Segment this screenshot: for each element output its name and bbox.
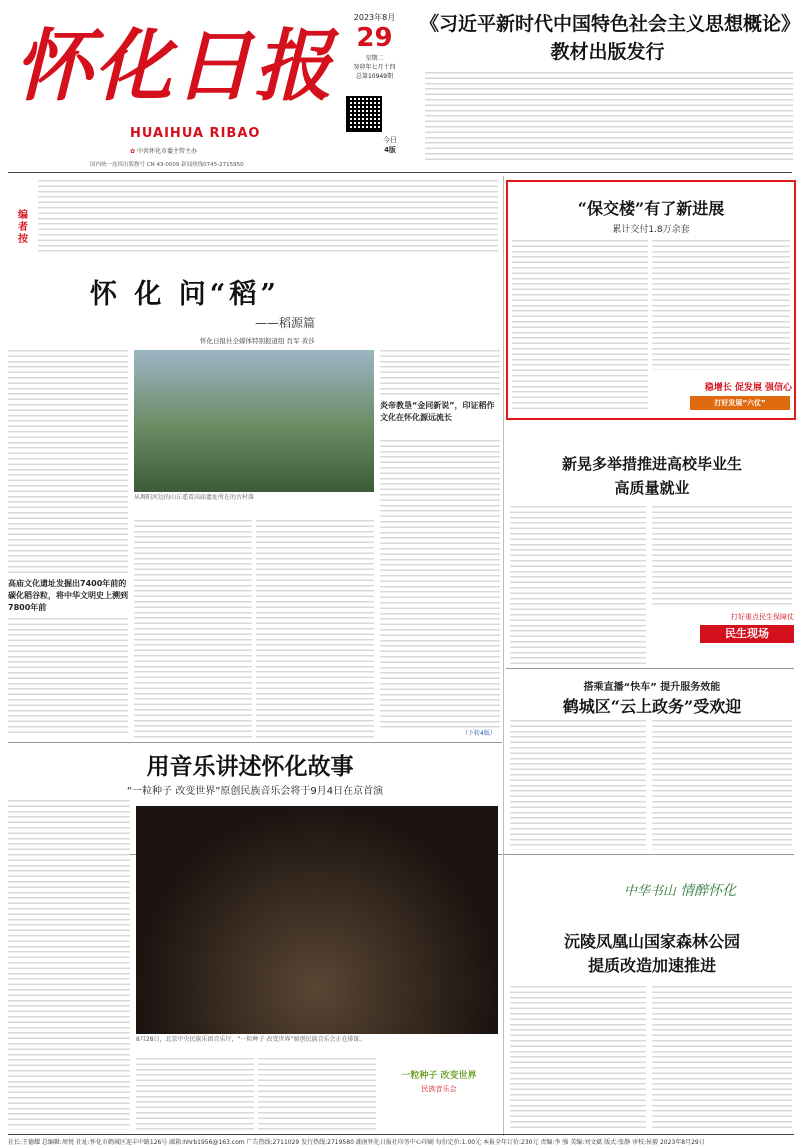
masthead-divider	[8, 172, 792, 173]
date-year-month: 2023年8月	[353, 13, 396, 22]
forest-col2	[652, 986, 792, 1130]
issue-number: 总第10949期	[355, 73, 394, 80]
footer-divider	[8, 1134, 794, 1135]
feature-col4	[380, 440, 500, 728]
minsheng-badge	[650, 612, 794, 658]
qr-code[interactable]	[346, 96, 382, 132]
badge-top: 打好重点民生保障仗	[731, 613, 794, 621]
today-pages: 今日 4版	[383, 136, 397, 154]
forest-banner: 中华书山 情醉怀化	[623, 883, 737, 899]
article3-kicker: 搭乘直播“快车” 提升服务效能	[583, 682, 721, 693]
music-col2	[136, 1058, 254, 1130]
feature-heading-2: 炎帝教垦“金同新说”，印证稻作文化在怀化源远流长	[380, 401, 495, 422]
slogan-badge: 打好发展“六仗”	[690, 396, 790, 410]
feature-col2	[134, 520, 252, 738]
issn-line: 国内统一连续出版物号 CN 43-0009 新闻热线0745-2715950	[90, 162, 244, 168]
highlight-subtitle: 累计交付1.8万余套	[612, 225, 690, 235]
rice-village-photo[interactable]	[134, 350, 374, 492]
badge-main: 民生现场	[700, 625, 794, 643]
feature-col3	[256, 520, 374, 738]
feature-col1	[8, 350, 128, 575]
article2-divider	[506, 668, 794, 669]
music-subtitle: “一粒种子 改变世界”原创民族音乐会将于9月4日在京首演	[126, 786, 384, 797]
newspaper-pinyin: HUAIHUA RIBAO	[130, 126, 261, 141]
photo-caption: 从舞阳河边的山丘遥看高庙遗址所在的古村落	[134, 494, 255, 501]
footer-line: 社长:王德耀 总编辑:周悦 社址:怀化市鹤城区迎丰中路126号 邮箱:hhrb1956@163.com 广告热线:2711029 发行热线:2719580 湖南怀化日报社印务中心印刷 每份定价:1.00元 本报全年订价:230元 责编:李 强 美编:刘文斌 版式:张静 审校:侯毅 2023年8月29日	[8, 1139, 705, 1146]
concert-logo: 一粒种子 改变世界 民族音乐会	[401, 1071, 477, 1093]
turn-note[interactable]: （下转4版）	[462, 730, 496, 737]
slogan: 稳增长 促发展 强信心	[704, 383, 792, 393]
forest-col1	[510, 986, 646, 1130]
weekday: 星期二	[365, 55, 384, 62]
lunar-date: 癸卯年七月十四	[353, 64, 396, 71]
article2-col1	[510, 506, 646, 666]
highlight-title: “保交楼”有了新进展	[577, 199, 725, 218]
music-title[interactable]: 用音乐讲述怀化故事	[146, 753, 354, 780]
headline-body	[425, 72, 793, 162]
editor-note-text	[38, 180, 498, 252]
forest-title[interactable]: 沅陵凤凰山国家森林公园 提质改造加速推进	[563, 932, 740, 975]
article3-col1	[510, 720, 646, 850]
top-headline[interactable]: 《习近平新时代中国特色社会主义思想概论》 教材出版发行	[420, 13, 800, 63]
feature-subtitle: ——稻源篇	[255, 316, 316, 330]
date-day: 29	[356, 23, 393, 53]
feature-byline: 怀化日报社全媒体特别报道组 肖军 黄莎	[200, 337, 315, 345]
article3-col2	[652, 720, 792, 850]
concert-photo-caption: 8月28日，北京中央民族乐团音乐厅，“一粒种子 改变世界”原创民族音乐会正在排练。	[136, 1036, 366, 1043]
article2-title[interactable]: 新晃多举措推进高校毕业生 高质量就业	[561, 455, 742, 497]
editor-note-label: 编者按	[18, 210, 28, 245]
concert-photo[interactable]	[136, 806, 498, 1034]
feature-title[interactable]: 怀 化 问“稻”	[90, 279, 280, 310]
article3-title[interactable]: 鹤城区“云上政务”受欢迎	[562, 697, 742, 716]
publisher-line: ✿ 中共怀化市委主管主办	[130, 148, 197, 155]
newspaper-logo: 怀化日报	[14, 21, 335, 112]
music-col1	[8, 800, 130, 1130]
feature-divider	[8, 742, 502, 743]
feature-col1-lower	[8, 618, 128, 736]
feature-heading-1: 高庙文化遗址发掘出7400年前的碳化稻谷粒，将中华文明史上溯到7800年前	[8, 579, 128, 612]
article2-col2	[652, 506, 792, 608]
feature-col4-top	[380, 350, 500, 398]
column-divider	[503, 176, 504, 1136]
flower-icon: ✿	[130, 148, 136, 155]
highlight-body-right	[652, 240, 790, 370]
highlight-body-left	[512, 240, 648, 410]
music-col3	[258, 1058, 376, 1130]
date-block	[337, 12, 412, 80]
